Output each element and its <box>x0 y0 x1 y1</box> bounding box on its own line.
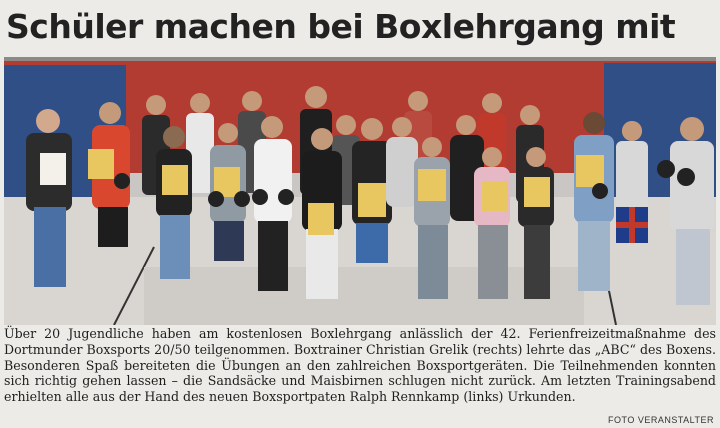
photo-caption <box>4 326 716 426</box>
group-photo <box>4 57 716 325</box>
person <box>574 112 614 291</box>
headline: Schüler machen bei Boxlehrgang mit <box>6 7 676 46</box>
photo-credit: FOTO VERANSTALTER <box>604 415 714 425</box>
person <box>302 128 342 299</box>
caption-text: Über 20 Jugendliche haben am kostenlosen Boxlehrgang anlässlich der 42. Ferienfreizeitmaßnahme des Dortmunder Boxsports 20/50 teilgenommen. Boxtrainer Christian Grelik (rechts) lehrte das „ABC“ des Boxens. Besonderen Spaß bereiteten die Übungen an den zahlreichen Boxsportgeräten. Die Teilnehmenden konnten sich richtig gehen lassen – die Sandsäcke und Maisbirnen schlugen nicht zurück. Am letzten Trainingsabend erhielten alle aus der Hand des neuen Boxsportpaten Ralph Rennkamp (links) Urkunden. <box>4 326 716 405</box>
group-photo-illustration <box>4 57 716 325</box>
person <box>474 147 510 299</box>
person <box>414 137 450 299</box>
person <box>252 116 294 291</box>
floor-mat <box>144 267 584 325</box>
